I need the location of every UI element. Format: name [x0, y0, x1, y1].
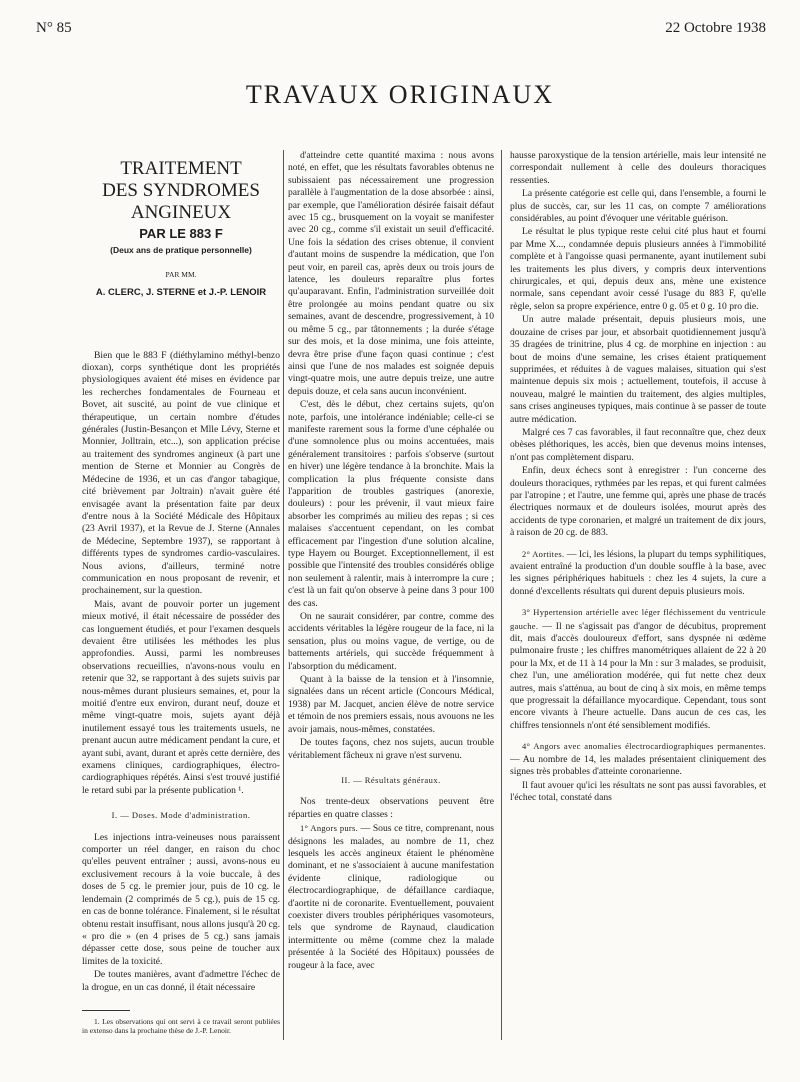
paragraph	[510, 606, 766, 732]
paragraph: Malgré ces 7 cas favorables, il faut reconnaître que, chez deux obèses pléthoriques, les accès, bien que devenus moins intenses, n'ont pas complètement disparu.	[510, 426, 766, 463]
footnote-rule	[82, 1010, 130, 1011]
paragraph	[510, 548, 766, 599]
paragraph: Il faut avouer qu'ici les résultats ne sont pas aussi favorables, et l'échec total, constaté dans	[510, 779, 766, 803]
paragraph: Quant à la baisse de la tension et à l'insomnie, signalées dans un récent article (Concours Médical, 1938) par M. Jacquet, ancien élève de notre service et témoin de nos premiers essais, nous avouons ne les avoir jamais, nous-mêmes, constatées.	[288, 674, 494, 735]
article-title	[82, 158, 280, 224]
column-rule-1	[283, 150, 284, 1040]
paragraph: On ne saurait considérer, par contre, comme des accidents véritables la légère rougeur de la face, ni la sensation, plus ou moins vague, de vertige, ou de battements artériels, qui succède fréquemment à l'absorption du médicament.	[288, 611, 494, 672]
article-subtitle: PAR LE 883 F	[139, 226, 223, 241]
issue-date: 22 Octobre 1938	[665, 20, 766, 36]
paragraph	[510, 740, 766, 778]
issue-number: N° 85	[36, 20, 72, 36]
column-2	[288, 150, 494, 973]
paragraph: C'est, dès le début, chez certains sujets, qu'on note, parfois, une intolérance indéniable; celle-ci se manifeste rarement sous la forme d'une céphalée ou d'une somnolence plus ou moins accentuées, mais généralement transitoires : parfois s'observe (surtout en hiver) une légère tendance à la bronchite. Mais la complication la plus fréquente consiste dans l'apparition de troubles gastriques (anorexie, douleurs) : pour les prévenir, il vaut mieux faire absorber les comprimés au milieu des repas ; si ces malaises s'accentuent cependant, on les combat efficacement par l'ingestion d'une solution alcaline, type Hayem ou Bourget. Exceptionnellement, il est possible que l'intensité des troubles considérés oblige non seulement à ralentir, mais à interrompre la cure ; c'est là un fait qu'on observe à peine dans 3 pour 100 des cas.	[288, 399, 494, 609]
paragraph: Enfin, deux échecs sont à enregistrer : l'un concerne des douleurs thoraciques, rythmées par les repas, et qui furent calmées par l'atropine ; et l'autre, une femme qui, après une phase de tracés électriques normaux et de douleurs isolées, mourut après des accidents de type coronarien, et malgré un traitement de dix jours, à raison de 20 cg. de 883.	[510, 465, 766, 539]
paragraph-text: — Au nombre de 14, les malades présentaient cliniquement des signes très probables d'atteinte coronarienne.	[510, 753, 766, 778]
column-1	[82, 150, 280, 1037]
subsection-heading: 4° Angors avec anomalies électrocardiographiques permanentes.	[522, 741, 766, 752]
section-title: TRAVAUX ORIGINAUX	[245, 80, 555, 109]
subsection-heading: 3° Hypertension artérielle avec léger fléchissement du ventricule gauche.	[510, 607, 766, 631]
footnote: 1. Les observations qui ont servi à ce travail seront publiées in extenso dans la prochaine thèse de J.-P. Lenoir.	[82, 1016, 280, 1036]
article-authors: A. CLERC, J. STERNE et J.-P. LENOIR	[95, 287, 267, 299]
paragraph	[288, 822, 494, 972]
paragraph: Bien que le 883 F (diéthylamino méthyl-benzo dioxan), corps synthétique dont les propriétés physiologiques avaient été mises en évidence par les recherches fondamentales de Fourneau et Bovet, ait suscité, au point de vue clinique et thérapeutique, un certain nombre d'études générales (Justin-Besançon et Mlle Lévy, Sterne et Monnier, Jolltrain, etc...), son application précise au traitement des syndromes angineux (à part une mention de Sterne et Monnier au Congrès de Médecine de 1936, et un cas d'angor tabagique, cité brièvement par Joltrain) n'avait guère été envisagée avant la présentation faite par deux d'entre nous à la Société Médicale des Hôpitaux (23 Avril 1937), et la Revue de J. Sterne (Annales de Médecine, Septembre 1937), se rapportant à différents types de syndromes cardio-vasculaires. Nous avions, d'ailleurs, terminé notre communication en nous proposant de revenir, et prochainement, sur la question.	[82, 349, 280, 597]
section-heading: I. — Doses. Mode d'administration.	[111, 810, 251, 821]
subsection-heading: 1° Angors purs.	[300, 823, 359, 834]
paragraph: Le résultat le plus typique reste celui cité plus haut et fourni par Mme X..., condamnée depuis plusieurs années à l'immobilité complète et à l'angoisse quasi permanente, ayant inutilement subi les traitements les plus divers, y compris deux interventions chirurgicales, et qui, depuis deux ans, mène une existence normale, sans cependant avoir cessé l'usage du 883 F, qu'elle règle, selon sa propre expérience, entre 0 g. 05 et 0 g. 10 pro die.	[510, 226, 766, 312]
paragraph: Nos trente-deux observations peuvent être réparties en quatre classes :	[288, 796, 494, 820]
paragraph: Mais, avant de pouvoir porter un jugement mieux motivé, il était nécessaire de posséder des cas longuement étudiés, et pour l'examen desquels devaient être utilisées les méthodes les plus approfondies. Aussi, parmi les nombreuses observations recueillies, n'avons-nous voulu en retenir que 32, se rapportant à des sujets suivis par nous-mêmes durant plusieurs semaines, et, pour la moitié d'entre eux environ, durant neuf, douze et même vingt-quatre mois, sujets ayant déjà inutilement essayé tous les traitements usuels, ne prenant aucun autre médicament pendant la cure, et ayant subi, avant, durant et après cette dernière, des examens cliniques, cardiographiques, électro-cardiographiques répétés. Ainsi s'est trouvé justifié le retard subi par la présente publication ¹.	[82, 598, 280, 796]
paragraph: hausse paroxystique de la tension artérielle, mais leur intensité ne correspondait nullement à celle des douleurs thoraciques ressenties.	[510, 150, 766, 186]
paragraph-text: — Ici, les lésions, la plupart du temps syphilitiques, avaient entraîné la production d'un double souffle à la base, avec les signes périphériques habituels : chez les 4 sujets, la cure a donné d'excellents résultats qui durent depuis plusieurs mois.	[510, 548, 766, 597]
paragraph: Les injections intra-veineuses nous paraissent comporter un réel danger, en raison du choc qu'elles peuvent entraîner ; aussi, avons-nous eu exclusivement recours à la voie buccale, à des doses de 5 cg. le premier jour, puis de 10 cg. le lendemain (2 comprimés de 5 cg.), puis de 15 cg. en cas de bonne tolérance. Finalement, si le résultat obtenu restait insuffisant, nous allons jusqu'à 20 cg. « pro die » (en 4 prises de 5 cg.) sans jamais dépasser cette dose, sous peine de toucher aux limites de la toxicité.	[82, 831, 280, 967]
paragraph: De toutes manières, avant d'admettre l'échec de la drogue, en un cas donné, il était nécessaire	[82, 969, 280, 993]
article-title-line1: TRAITEMENT	[120, 158, 242, 179]
paragraph-text: — Sous ce titre, comprenant, nous désignons les malades, au nombre de 11, chez lesquels les accès angineux étaient le phénomène dominant, et ne s'associaient à aucune manifestation évidente clinique, radiologique ou électrocardiographique, de défaillance cardiaque, d'aortite ni de coronarite. Eventuellement, pouvaient coexister divers troubles périphériques vasomoteurs, tels que syndrome de Raynaud, claudication intermittente ou même (comme chez la malade présentée à la Société des Hôpitaux) poussées de rougeur à la face, avec	[288, 823, 494, 971]
paragraph-text: — Il ne s'agissait pas d'angor de décubitus, proprement dit, mais d'accès douloureux d'effort, sans dyspnée ni œdème pulmonaire fruste ; les chiffres manométriques allaient de 22 à 20 pour la Mx, et de 11 à 14 pour la Mn : sur 3 malades, se produisit, chez l'un, une amélioration modérée, qui fut nette chez deux autres, mais s'atténua, au bout de cinq à six mois, en même temps que progressait la défaillance myocardique. Cependant, tous sont encore vivants à l'heure actuelle. Dans aucun de ces cas, les chiffres tensionnels n'ont été sensiblement modifiés.	[510, 620, 766, 731]
article-title-line2: DES SYNDROMES ANGINEUX	[102, 180, 260, 223]
section-heading: II. — Résultats généraux.	[341, 774, 441, 785]
column-rule-2	[501, 150, 502, 1040]
subsection-heading: 2° Aortites.	[522, 548, 565, 559]
par-label: PAR MM.	[165, 269, 197, 279]
article-note: (Deux ans de pratique personnelle)	[110, 245, 252, 256]
paragraph: De toutes façons, chez nos sujets, aucun trouble véritablement fâcheux ni grave n'est survenu.	[288, 737, 494, 761]
paragraph: Un autre malade présentait, depuis plusieurs mois, une douzaine de crises par jour, et absorbait quotidiennement jusqu'à 35 dragées de trinitrine, plus 4 cg. de morphine en injection : au bout de moins d'une semaine, les crises étaient pratiquement supprimées, et réduites à de vagues malaises, situation qui s'est maintenue depuis six mois ; actuellement, toutefois, il accuse à nouveau, malgré le maintien du traitement, des algies multiples, sans crises angineuses typiques, mais continue à se passer de toute autre médication.	[510, 314, 766, 425]
column-3	[510, 150, 766, 805]
paragraph: La présente catégorie est celle qui, dans l'ensemble, a fourni le plus de succès, car, sur les 11 cas, on compte 7 améliorations considérables, au point d'évoquer une véritable guérison.	[510, 188, 766, 225]
paragraph: d'atteindre cette quantité maxima : nous avons noté, en effet, que les résultats favorables obtenus ne subissaient pas nécessairement une progression parallèle à l'augmentation de la dose absorbée : ainsi, par exemple, que l'amélioration désirée faisait défaut avec 15 cg., brusquement on la voyait se manifester avec 20 cg., comme s'il existait un seuil d'efficacité. Une fois la sédation des crises obtenue, il convient d'autant moins de suspendre la médication, que l'on peut voir, en pareil cas, après deux ou trois jours de latence, les douleurs reparaître plus fortes qu'auparavant. Enfin, l'administration surveillée doit être prolongée au moins pendant quatre ou six semaines, avant de descendre, progressivement, à 10 ou même 5 cg., par tâtonnements ; la durée s'étage sur des mois, et la dose minima, une fois atteinte, devra être prise d'une façon quasi continue ; c'est ainsi que l'une de nos malades est soignée depuis vingt-quatre mois, une autre depuis treize, une autre depuis douze, et cela sans aucun inconvénient.	[288, 150, 494, 397]
